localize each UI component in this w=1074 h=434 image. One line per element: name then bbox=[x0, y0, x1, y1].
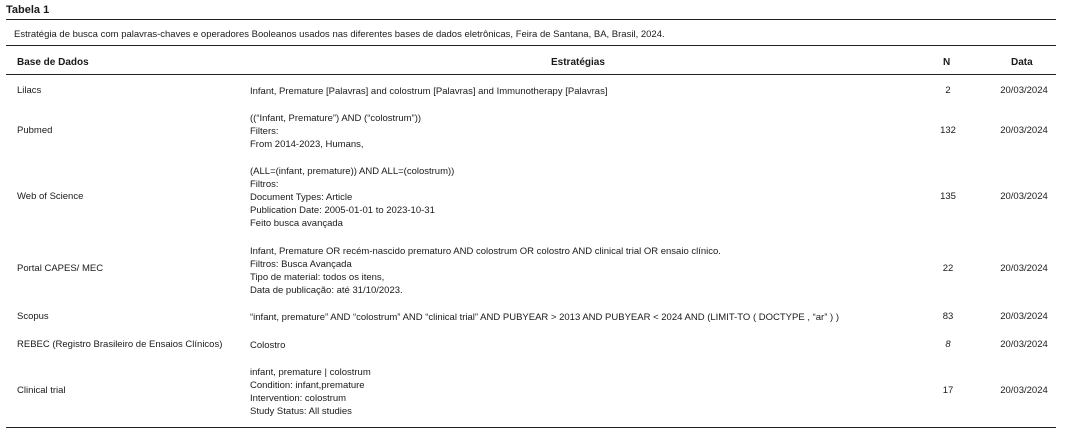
strategy-line: (ALL=(infant, premature)) AND ALL=(colostrum)) bbox=[250, 166, 455, 177]
table-row bbox=[0, 245, 1074, 297]
row-base: Lilacs bbox=[17, 85, 42, 96]
strategy-line: Infant, Premature [Palavras] and colostrum [Palavras] and Immunotherapy [Palavras] bbox=[250, 86, 608, 97]
strategy-line: Condition: infant,premature bbox=[250, 380, 365, 391]
header-rule bbox=[6, 74, 1056, 75]
strategy-line: ((“Infant, Premature”) AND (“colostrum”)) bbox=[250, 113, 422, 124]
top-rule bbox=[6, 19, 1056, 20]
strategy-line: Tipo de material: todos os itens, bbox=[250, 272, 385, 283]
header-data: Data bbox=[1011, 57, 1033, 68]
row-n: 135 bbox=[940, 191, 956, 202]
strategy-line: Feito busca avançada bbox=[250, 218, 343, 229]
row-base: Scopus bbox=[17, 311, 49, 322]
table-row bbox=[0, 339, 1074, 352]
strategy-line: Data de publicação: até 31/10/2023. bbox=[250, 285, 403, 296]
row-strategy bbox=[250, 245, 721, 297]
row-date: 20/03/2024 bbox=[1000, 311, 1048, 322]
table-row bbox=[0, 311, 1074, 324]
caption-rule bbox=[6, 45, 1056, 46]
row-date: 20/03/2024 bbox=[1000, 263, 1048, 274]
strategy-line: Filters: bbox=[250, 126, 279, 137]
row-strategy bbox=[250, 311, 839, 324]
table-row bbox=[0, 112, 1074, 151]
header-n: N bbox=[943, 57, 951, 68]
table-row bbox=[0, 165, 1074, 230]
row-strategy bbox=[250, 112, 421, 151]
bottom-rule bbox=[6, 427, 1056, 428]
table-row bbox=[0, 85, 1074, 98]
strategy-line: infant, premature | colostrum bbox=[250, 367, 371, 378]
row-date: 20/03/2024 bbox=[1000, 339, 1048, 350]
row-base: Portal CAPES/ MEC bbox=[17, 263, 104, 274]
row-n: 22 bbox=[942, 263, 954, 274]
row-date: 20/03/2024 bbox=[1000, 85, 1048, 96]
row-date: 20/03/2024 bbox=[1000, 125, 1048, 136]
strategy-line: Filtros: Busca Avançada bbox=[250, 259, 352, 270]
row-base: Web of Science bbox=[17, 191, 84, 202]
row-n: 2 bbox=[945, 85, 951, 96]
row-n: 17 bbox=[942, 385, 954, 396]
header-base-de-dados: Base de Dados bbox=[17, 57, 89, 68]
row-base: REBEC (Registro Brasileiro de Ensaios Clínicos) bbox=[17, 339, 223, 350]
strategy-line: Infant, Premature OR recém-nascido prematuro AND colostrum OR colostro AND clinical trial OR ensaio clínico. bbox=[250, 246, 721, 257]
header-estrategias: Estratégias bbox=[551, 57, 605, 68]
strategy-line: Filtros: bbox=[250, 179, 279, 190]
strategy-line: Document Types: Article bbox=[250, 192, 353, 203]
strategy-line: “infant, premature” AND “colostrum” AND “clinical trial” AND PUBYEAR > 2013 AND PUBYEAR < 2024 AND (LIMIT-TO ( DOCTYPE , “ar” ) ) bbox=[250, 312, 839, 323]
strategy-line: Study Status: All studies bbox=[250, 406, 352, 417]
row-strategy bbox=[250, 165, 454, 230]
row-strategy bbox=[250, 85, 607, 98]
row-date: 20/03/2024 bbox=[1000, 385, 1048, 396]
row-n: 83 bbox=[942, 311, 954, 322]
row-n: 132 bbox=[940, 125, 956, 136]
row-base: Pubmed bbox=[17, 125, 53, 136]
row-date: 20/03/2024 bbox=[1000, 191, 1048, 202]
row-n: 8 bbox=[945, 339, 951, 350]
table-title: Tabela 1 bbox=[6, 4, 50, 16]
strategy-line: Colostro bbox=[250, 340, 286, 351]
table-row bbox=[0, 366, 1074, 418]
strategy-line: Intervention: colostrum bbox=[250, 393, 347, 404]
row-strategy bbox=[250, 366, 371, 418]
row-strategy bbox=[250, 339, 285, 352]
strategy-line: Publication Date: 2005-01-01 to 2023-10-31 bbox=[250, 205, 435, 216]
table-caption: Estratégia de busca com palavras-chaves e operadores Booleanos usados nas diferentes bases de dados eletrônicas, Feira de Santana, BA, Brasil, 2024. bbox=[14, 29, 665, 40]
row-base: Clinical trial bbox=[17, 385, 66, 396]
strategy-line: From 2014-2023, Humans, bbox=[250, 139, 364, 150]
